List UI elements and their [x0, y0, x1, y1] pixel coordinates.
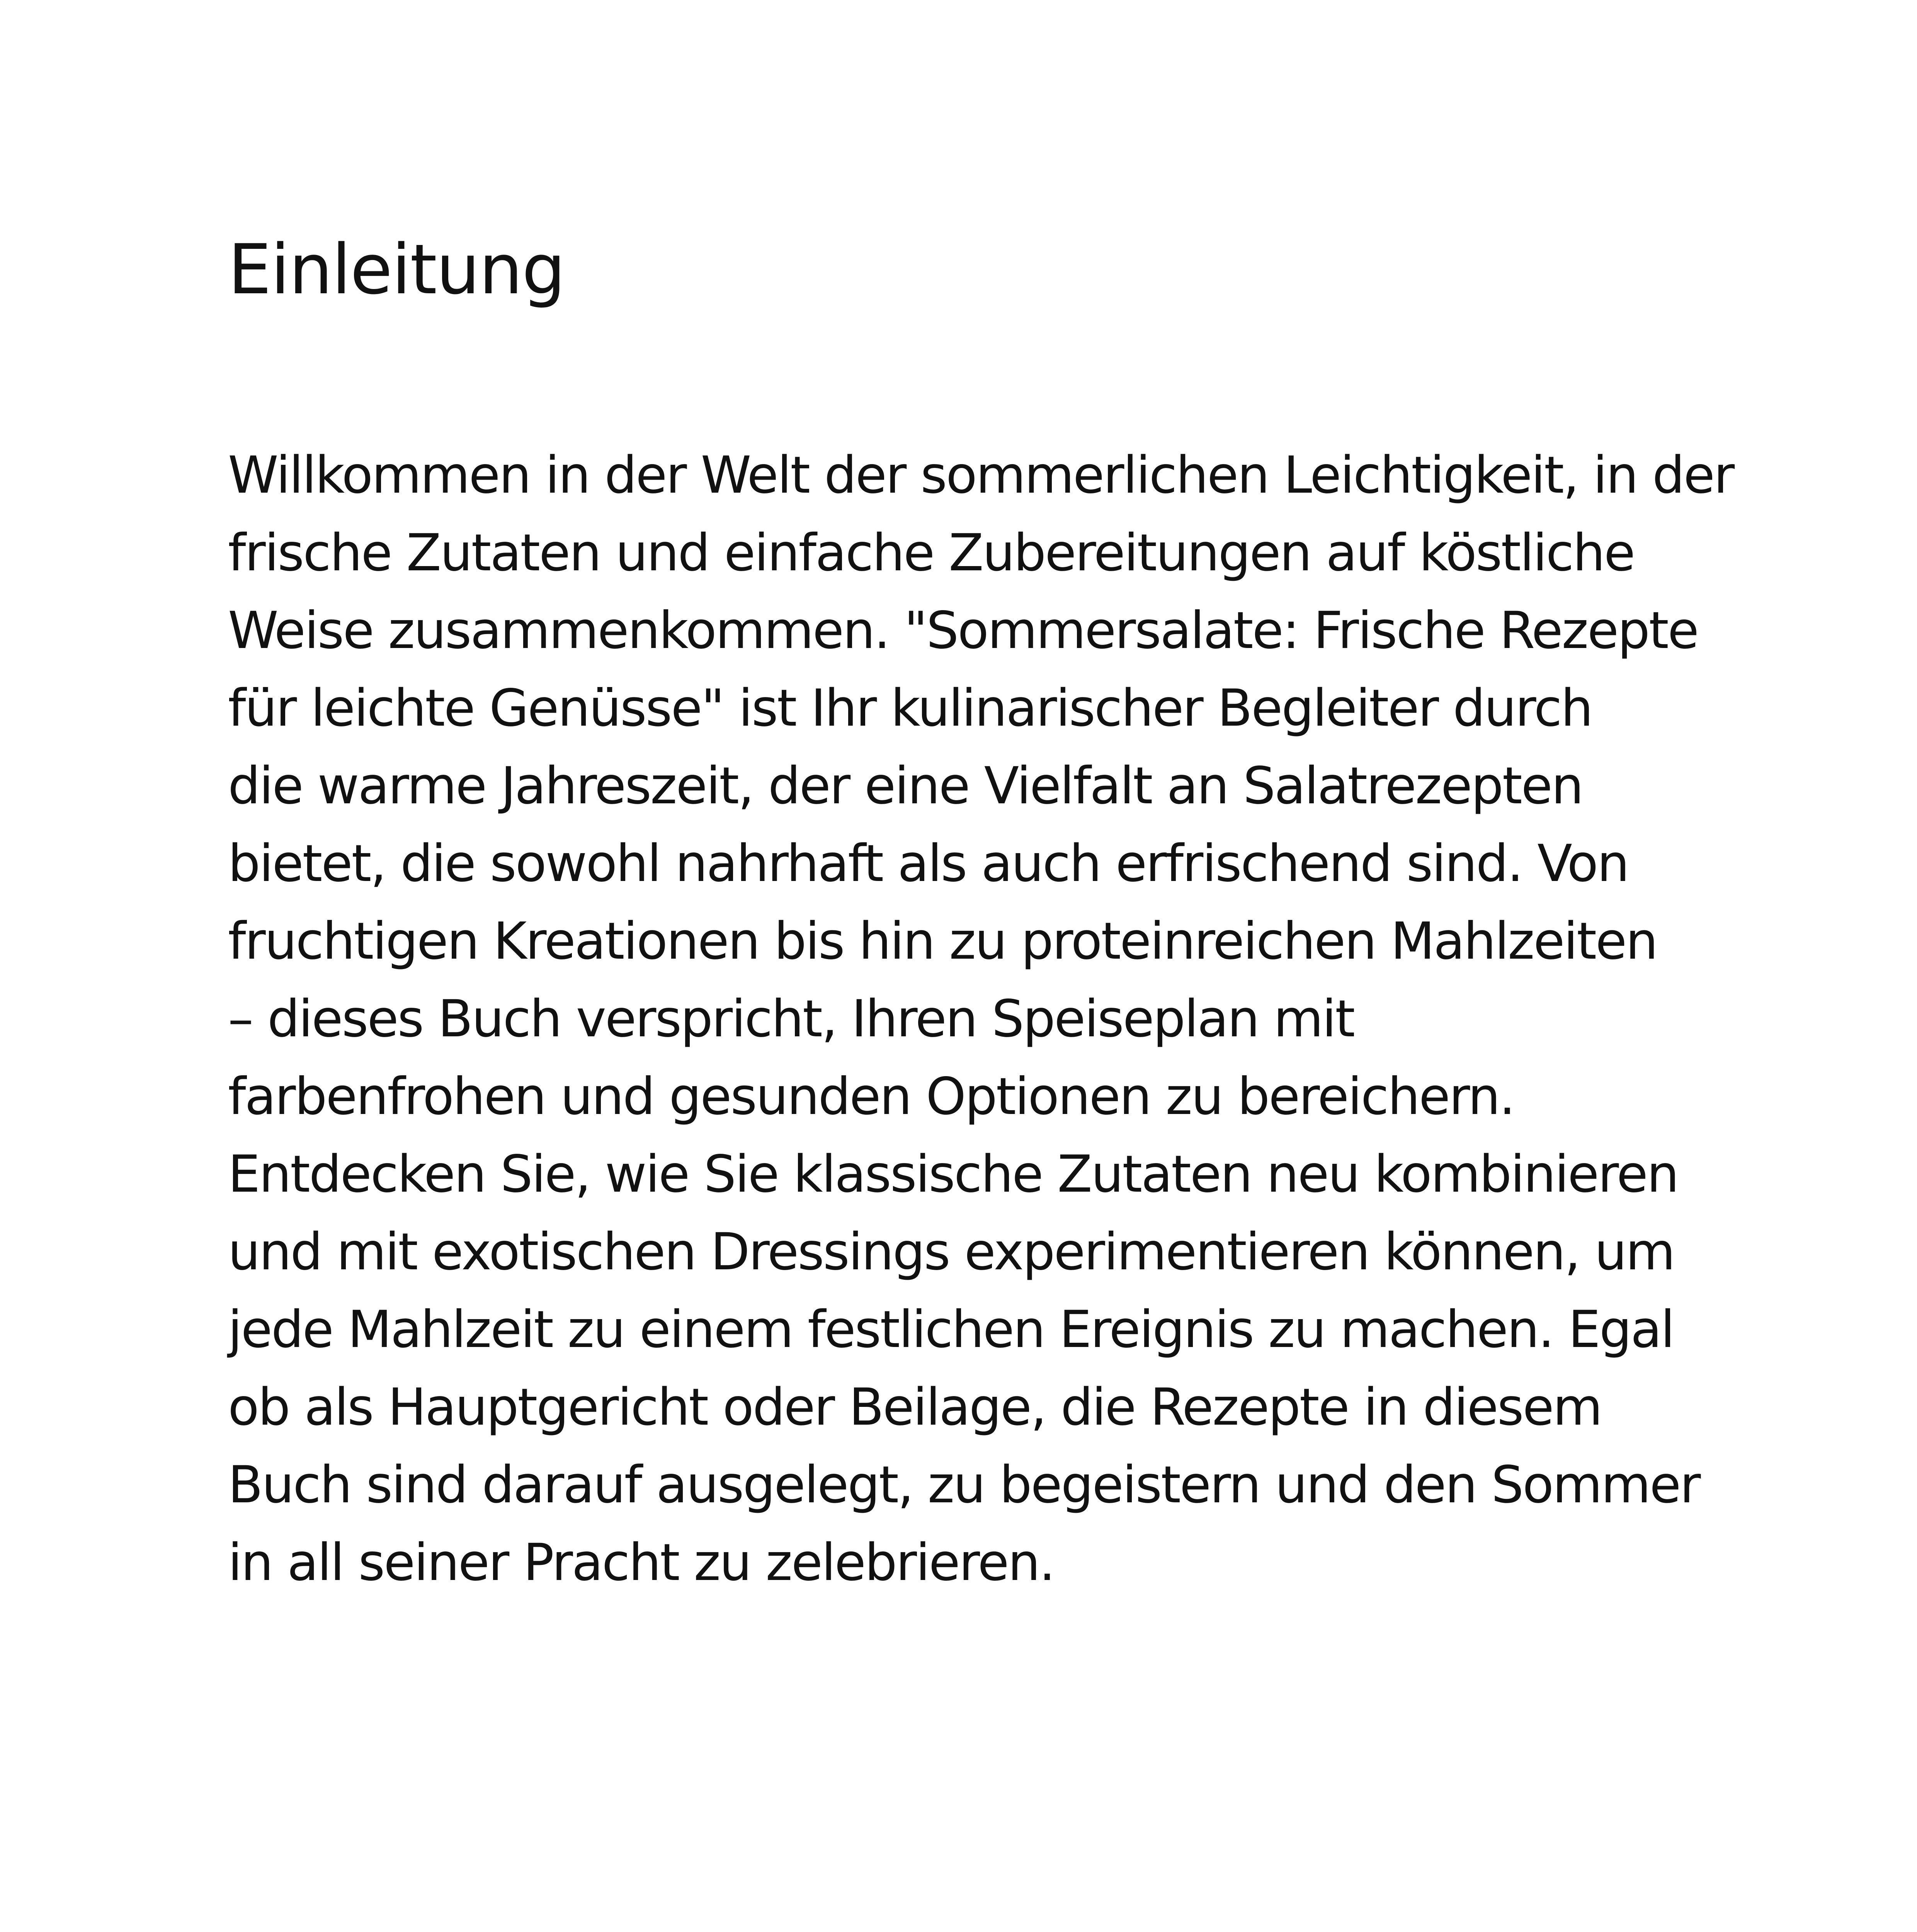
- paragraph-line: und mit exotischen Dressings experimentieren können, um: [228, 1222, 1674, 1282]
- paragraph-line: Willkommen in der Welt der sommerlichen Leichtigkeit, in der: [228, 446, 1734, 505]
- paragraph-line: farbenfrohen und gesunden Optionen zu bereichern.: [228, 1067, 1514, 1126]
- paragraph-line: jede Mahlzeit zu einem festlichen Ereignis zu machen. Egal: [228, 1300, 1674, 1359]
- paragraph-line: frische Zutaten und einfache Zubereitungen auf köstliche: [228, 523, 1635, 583]
- paragraph-line: – dieses Buch verspricht, Ihren Speiseplan mit: [228, 989, 1354, 1049]
- page-title: Einleitung: [228, 230, 565, 310]
- paragraph-line: Weise zusammenkommen. "Sommersalate: Frische Rezepte: [228, 601, 1698, 660]
- paragraph-line: bietet, die sowohl nahrhaft als auch erfrischend sind. Von: [228, 834, 1628, 893]
- paragraph-line: Buch sind darauf ausgelegt, zu begeistern und den Sommer: [228, 1455, 1700, 1515]
- paragraph-line: für leichte Genüsse" ist Ihr kulinarischer Begleiter durch: [228, 679, 1592, 738]
- paragraph-line: in all seiner Pracht zu zelebrieren.: [228, 1533, 1055, 1592]
- intro-paragraph: [228, 437, 1735, 1602]
- paragraph-line: ob als Hauptgericht oder Beilage, die Rezepte in diesem: [228, 1378, 1602, 1437]
- paragraph-line: Entdecken Sie, wie Sie klassische Zutaten neu kombinieren: [228, 1145, 1678, 1204]
- paragraph-line: die warme Jahreszeit, der eine Vielfalt an Salatrezepten: [228, 756, 1583, 816]
- paragraph-line: fruchtigen Kreationen bis hin zu proteinreichen Mahlzeiten: [228, 912, 1657, 971]
